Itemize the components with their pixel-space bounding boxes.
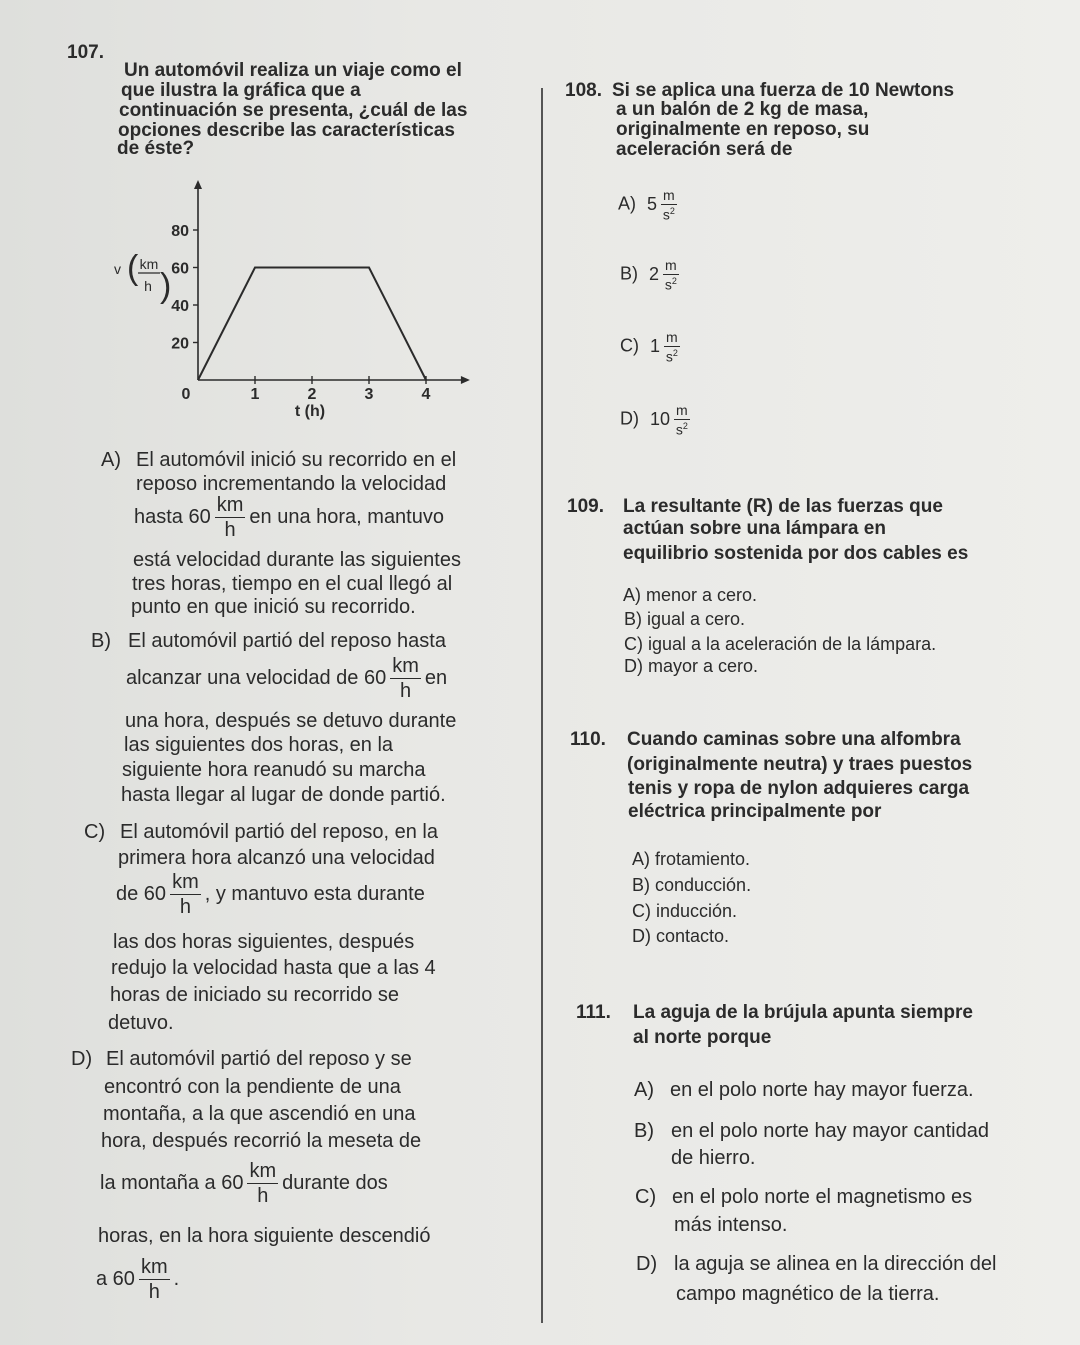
q107-optC-text-3b: , y mantuvo esta durante [204,882,425,905]
q111-option-c-line-2: más intenso. [674,1214,788,1236]
q107-optB-letter: B) [91,630,111,652]
q107-optB-text-2b: en [424,666,448,689]
ylabel-unit-num: km [139,256,159,272]
q109-number: 109. [567,496,604,517]
q107-optA-text-3a: hasta 60 [134,505,211,528]
q110-stem-line-2: (originalmente neutra) y traes puestos [627,754,973,775]
q107-optD-line-7 [96,1257,179,1302]
q107-optC-line-6: horas de iniciado su recorrido se [110,984,400,1006]
q107-optD-line-1: El automóvil partió del reposo y se [106,1048,412,1070]
q111-option-d-line-2: campo magnético de la tierra. [676,1283,940,1305]
q107-optA-text-3b: en una hora, mantuvo [249,505,444,528]
x-tick-label: 0 [181,386,191,403]
q107-optB-text-2a: alcanzar una velocidad de 60 [126,666,387,689]
svg-text:): ) [160,267,172,305]
q108-option-b-letter: B) [620,263,638,284]
q107-optA-line-5: tres horas, tiempo en el cual llegó al [132,573,453,595]
q108-option-d-letter: D) [620,408,639,429]
q110-stem-line-3: tenis y ropa de nylon adquieres carga [628,778,970,799]
q107-optB-line-4: las siguientes dos horas, en la [124,734,394,756]
q110-stem-line-1: Cuando caminas sobre una alfombra [627,729,961,750]
q107-optC-line-4: las dos horas siguientes, después [113,931,415,953]
q111-stem-line-1: La aguja de la brújula apunta siempre [633,1002,973,1023]
q110-option-c: C) inducción. [632,901,738,921]
q107-optA-line-4: está velocidad durante las siguientes [133,549,461,571]
km-per-h-fraction: $\frac{km}{h}$ [392,655,419,702]
chart-ylabel [114,249,171,305]
q108-option-d-value: 10 [650,408,671,429]
q111-option-a-line-1: en el polo norte hay mayor fuerza. [670,1079,974,1101]
q110-number: 110. [570,729,606,750]
velocity-time-chart [100,178,480,428]
q109-option-b: B) igual a cero. [624,609,746,629]
q107-optC-text-3a: de 60 [116,882,167,905]
q111-option-c-line-1: en el polo norte el magnetismo es [672,1186,973,1208]
ylabel-var: v [114,261,121,277]
q108-option-c [620,330,684,364]
q107-number: 107. [67,42,104,63]
chart-xlabel: t (h) [294,403,326,420]
q108-option-b-value: 2 [649,263,660,284]
q108-option-b [620,258,683,292]
x-tick-label: 1 [250,386,260,403]
q107-optD-line-5 [100,1161,388,1206]
y-tick-label: 60 [171,260,189,278]
q107-optA-line-1: El automóvil inició su recorrido en el [136,449,457,471]
q107-optD-letter: D) [71,1048,93,1070]
q107-optC-line-1: El automóvil partió del reposo, en la [120,821,438,843]
q107-optC-letter: C) [84,821,106,843]
km-per-h-fraction: $\frac{km}{h}$ [140,1256,168,1303]
q111-stem-line-2: al norte porque [633,1027,772,1048]
m-per-s2-fraction: $\frac{m}{s^2}$ [664,257,677,293]
q108-stem-line-4: aceleración será de [616,139,793,160]
q107-optD-line-3: montaña, a la que ascendió en una [103,1103,416,1125]
q111-option-b-line-2: de hierro. [671,1147,756,1169]
m-per-s2-fraction: $\frac{m}{s^2}$ [665,329,678,365]
x-tick-label: 2 [307,386,317,403]
chart-axes [194,180,470,384]
y-tick-label: 20 [171,335,189,353]
ylabel-unit-den: h [144,278,152,294]
q107-optA-letter: A) [101,449,121,471]
km-per-h-fraction: $\frac{km}{h}$ [249,1160,277,1207]
q107-optD-text-7b: . [173,1267,180,1290]
q111-option-c-letter: C) [635,1186,657,1208]
q107-optD-line-6: horas, en la hora siguiente descendió [98,1225,431,1247]
q107-stem-line-4: opciones describe las características [118,120,455,141]
x-tick-label: 3 [364,386,374,403]
q108-option-d [620,403,694,437]
q107-optA-line-3 [134,495,444,540]
y-tick-label: 80 [171,223,189,240]
q109-option-a: A) menor a cero. [623,585,758,605]
q107-optC-line-3 [116,872,425,917]
km-per-h-fraction: $\frac{km}{h}$ [216,494,244,541]
q109-stem-line-3: equilibrio sostenida por dos cables es [623,543,969,564]
q107-stem-line-2: que ilustra la gráfica que a [121,80,361,101]
q107-optC-line-5: redujo la velocidad hasta que a las 4 [111,957,436,979]
q107-optB-line-1: El automóvil partió del reposo hasta [128,630,446,652]
q108-stem-line-2: a un balón de 2 kg de masa, [616,99,869,120]
q109-option-d: D) mayor a cero. [624,656,759,676]
q107-stem-line-5: de éste? [117,138,195,159]
q107-stem-line-1: Un automóvil realiza un viaje como el [124,60,462,81]
q111-option-d-letter: D) [636,1253,658,1275]
q107-optD-text-5b: durante dos [282,1171,388,1194]
q107-optC-line-2: primera hora alcanzó una velocidad [118,847,435,869]
q108-stem-line-3: originalmente en reposo, su [616,119,870,140]
q107-optD-text-5a: la montaña a 60 [100,1171,244,1194]
q109-option-c: C) igual a la aceleración de la lámpara. [624,634,937,654]
x-axis-arrow [461,376,470,384]
column-divider [541,88,543,1323]
q110-option-d: D) contacto. [632,926,730,946]
q108-option-a-value: 5 [647,193,658,214]
km-per-h-fraction: $\frac{km}{h}$ [172,871,199,918]
q108-number: 108. [565,80,602,101]
q107-optA-line-6: punto en que inició su recorrido. [131,596,416,618]
q111-option-d-line-1: la aguja se alinea en la dirección del [674,1253,997,1275]
x-tick-label: 4 [421,386,431,403]
q107-optD-line-4: hora, después recorrió la meseta de [101,1130,422,1152]
m-per-s2-fraction: $\frac{m}{s^2}$ [675,402,688,438]
q111-option-a-letter: A) [634,1079,654,1101]
q109-stem-line-2: actúan sobre una lámpara en [623,518,886,539]
q107-optB-line-3: una hora, después se detuvo durante [125,710,457,732]
q107-optC-line-7: detuvo. [108,1012,174,1034]
q108-option-a [618,188,681,222]
velocity-series-line [198,268,426,381]
y-tick-label: 40 [171,298,189,315]
q110-option-a: A) frotamiento. [632,849,751,869]
m-per-s2-fraction: $\frac{m}{s^2}$ [662,187,675,223]
q110-stem-line-4: eléctrica principalmente por [628,801,882,822]
q111-number: 111. [576,1002,611,1023]
q107-optB-line-2 [126,656,447,701]
q107-optA-line-2: reposo incrementando la velocidad [136,473,447,495]
q107-optB-line-6: hasta llegar al lugar de donde partió. [121,784,446,806]
q107-stem-line-3: continuación se presenta, ¿cuál de las [119,100,468,121]
q108-option-a-letter: A) [618,193,636,214]
q108-option-c-letter: C) [620,335,639,356]
q109-stem-line-1: La resultante (R) de las fuerzas que [623,496,943,517]
q108-stem-line-1: Si se aplica una fuerza de 10 Newtons [612,80,955,101]
q111-option-b-letter: B) [634,1120,654,1142]
q108-option-c-value: 1 [650,335,661,356]
q107-optB-line-5: siguiente hora reanudó su marcha [122,759,426,781]
q111-option-b-line-1: en el polo norte hay mayor cantidad [671,1120,989,1142]
y-axis-arrow [194,180,202,189]
q107-optD-text-7a: a 60 [96,1267,135,1290]
q107-optD-line-2: encontró con la pendiente de una [104,1076,401,1098]
svg-text:(: ( [127,249,139,287]
q110-option-b: B) conducción. [632,875,752,895]
